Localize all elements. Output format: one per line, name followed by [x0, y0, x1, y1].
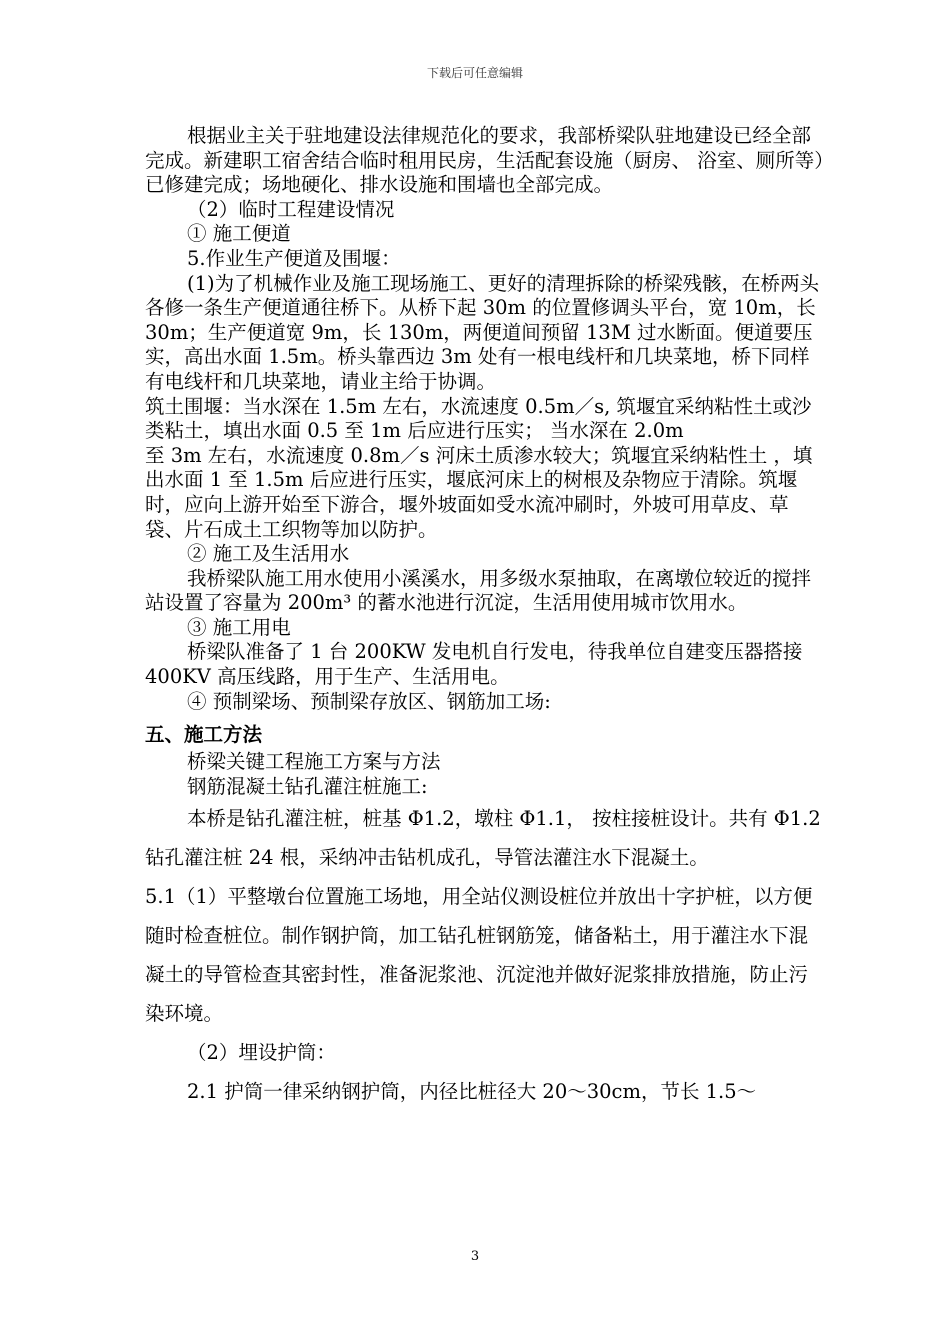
paragraph-site-prep: 5.1（1）平整墩台位置施工场地，用全站仪测设桩位并放出十字护桩，以方便随时检查桩位。制作钢护筒，加工钻孔桩钢筋笼，储备粘土，用于灌注水下混凝土的导管检查其密封性，准备泥浆池、沉淀池并做好泥浆排放措施，防止污染环境。 [145, 885, 813, 1026]
paragraph-bored-pile-heading: 钢筋混凝土钻孔灌注桩施工: [187, 774, 428, 798]
paragraph-cofferdam-b: 至 3m 左右，水流速度 0.8m／s 河床土质渗水较大；筑堰宜采纳粘性土 ，填出水面 1 至 1.5m 后应进行压实，堰底河床上的树根及杂物应于清除。筑堰时，应向上游开始至下游合，堰外坡面如受水流冲刷时，外坡可用草皮、草袋、片石成土工织物等加以防护。 [145, 443, 813, 541]
page-header: 下载后可任意编辑 [426, 66, 523, 80]
paragraph-casing-heading: （2）埋设护筒： [187, 1041, 336, 1065]
paragraph-access-road: ① 施工便道 [187, 222, 291, 246]
paragraph-key-works: 桥梁关键工程施工方案与方法 [187, 750, 441, 774]
paragraph-cofferdam-a: 筑土围堰：当水深在 1.5m 左右，水流速度 0.5m／s, 筑堰宜采纳粘性土或沙类粘土，填出水面 0.5 至 1m 后应进行压实； 当水深在 2.0m [145, 394, 812, 443]
paragraph-power-detail: 桥梁队准备了 1 台 200KW 发电机自行发电，待我单位自建变压器搭接 400KV 高压线路，用于生产、生活用电。 [145, 640, 803, 689]
page-number: 3 [470, 1249, 480, 1264]
paragraph-access-road-detail: (1)为了机械作业及施工现场施工、更好的清理拆除的桥梁残骸，在桥两头各修一条生产便道通往桥下。从桥下起 30m 的位置修调头平台，宽 10m，长 30m；生产便道宽 9m，长 130m，两便道间预留 13M 过水断面。便道要压实，高出水面 1.5m。桥头靠西边 3m 处有一根电线杆和几块菜地，桥下同样有电线杆和几块菜地，请业主给于协调。 [145, 271, 820, 393]
paragraph-road-cofferdam-heading: 5.作业生产便道及围堰： [187, 246, 401, 270]
paragraph-casing-detail: 2.1 护筒一律采纳钢护筒，内径比桩径大 20～30cm，节长 1.5～ [187, 1080, 757, 1104]
section-heading-construction-method: 五、施工方法 [145, 723, 263, 747]
paragraph-water-heading: ② 施工及生活用水 [187, 542, 350, 566]
document-body [145, 124, 825, 1111]
paragraph-pile-overview: 本桥是钻孔灌注桩，桩基 Φ1.2，墩柱 Φ1.1， 按柱接桩设计。共有 Φ1.2 钻孔灌注桩 24 根，采纳冲击钻机成孔，导管法灌注水下混凝土。 [145, 807, 821, 870]
paragraph-power-heading: ③ 施工用电 [187, 615, 291, 639]
paragraph-precast-yard: ④ 预制梁场、预制梁存放区、钢筋加工场: [187, 689, 551, 713]
paragraph-water-detail: 我桥梁队施工用水使用小溪溪水，用多级水泵抽取，在离墩位较近的搅拌站设置了容量为 200m³ 的蓄水池进行沉淀，生活用使用城市饮用水。 [145, 566, 812, 615]
paragraph-temp-works-heading: （2）临时工程建设情况 [187, 197, 395, 221]
paragraph-camp-construction: 根据业主关于驻地建设法律规范化的要求，我部桥梁队驻地建设已经全部完成。新建职工宿舍结合临时租用民房，生活配套设施（厨房、 浴室、厕所等）已修建完成；场地硬化、排水设施和围墙也全部完成。 [145, 124, 824, 197]
